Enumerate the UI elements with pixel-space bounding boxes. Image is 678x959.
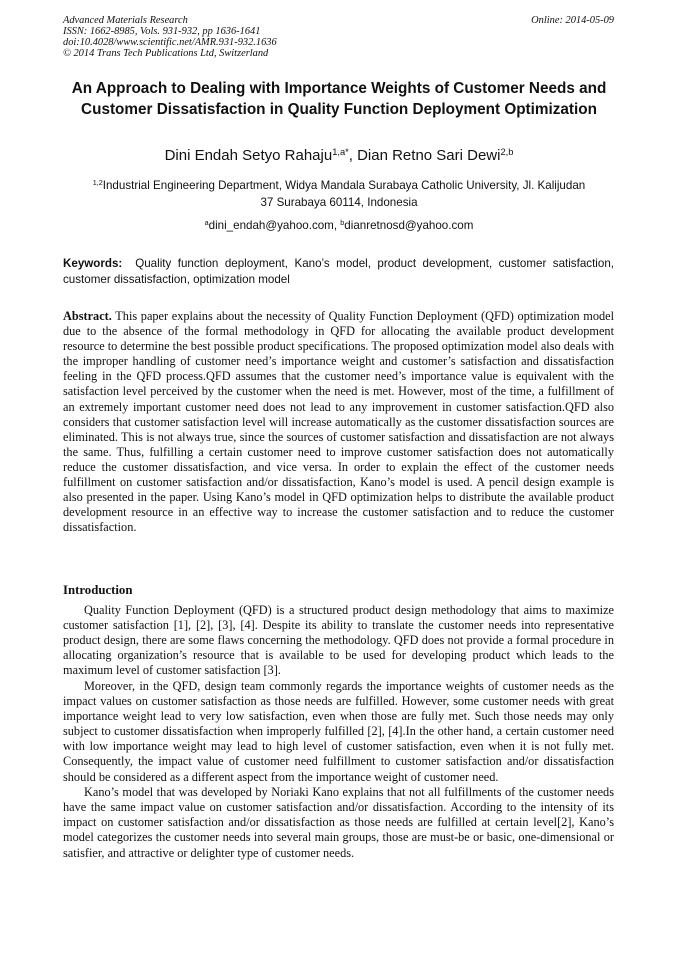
email-b-mark: b bbox=[340, 218, 345, 228]
affiliation bbox=[60, 177, 618, 211]
introduction-heading: Introduction bbox=[63, 583, 133, 597]
email-b[interactable]: dianretnosd@yahoo.com bbox=[344, 219, 474, 232]
abstract-label: Abstract. bbox=[63, 309, 112, 323]
author-2: Dian Retno Sari Dewi bbox=[357, 147, 501, 164]
journal-header bbox=[63, 15, 277, 59]
issn-line: ISSN: 1662-8985, Vols. 931-932, pp 1636-1641 bbox=[63, 26, 261, 37]
introduction-body bbox=[63, 603, 614, 861]
intro-paragraph-2: Moreover, in the QFD, design team commonly regards the importance weights of customer needs as the impact values on customer satisfaction as those needs are fulfilled. However, some customer needs with great importance weight lead to very low satisfaction, even when those are fully met. Such those needs may only subject to customer dissatisfaction when improperly fulfilled [2], [4].In the other hand, a certain customer need with low importance weight may lead to high level of customer satisfaction, even when it is not fully met. Consequently, the impact value of customer need fulfillment to customer satisfaction and/or dissatisfaction should be considered as a different aspect from the importance weight of customer need. bbox=[63, 678, 614, 784]
copyright-line: © 2014 Trans Tech Publications Ltd, Switzerland bbox=[63, 48, 269, 59]
doi-line: doi:10.4028/www.scientific.net/AMR.931-932.1636 bbox=[63, 37, 277, 48]
author-separator: , bbox=[348, 147, 358, 164]
journal-name: Advanced Materials Research bbox=[63, 15, 188, 26]
intro-paragraph-1: Quality Function Deployment (QFD) is a structured product design methodology that aims to maximize customer satisfaction [1], [2], [3], [4]. Despite its ability to translate the customer needs into representative product design, there are some flaws concerning the methodology. QFD does not provide a formal procedure in allocating organization’s resource that is available to be used for developing product which leads to the maximum level of customer satisfaction [3]. bbox=[63, 603, 614, 678]
email-separator: , bbox=[333, 219, 341, 232]
email-a-mark: a bbox=[204, 218, 209, 228]
keywords-label: Keywords: bbox=[63, 257, 123, 270]
email-a[interactable]: dini_endah@yahoo.com bbox=[208, 219, 334, 232]
email-line bbox=[60, 218, 618, 234]
abstract bbox=[63, 309, 614, 535]
affiliation-line-1: Industrial Engineering Department, Widya Mandala Surabaya Catholic University, Jl. Kalijudan bbox=[102, 179, 586, 192]
intro-paragraph-3: Kano’s model that was developed by Noriaki Kano explains that not all fulfillments of the customer needs have the same impact value on customer satisfaction and/or dissatisfaction. According to the intensity of its impact on customer satisfaction and/or dissatisfaction as those needs are fulfilled at certain level[2], Kano’s model categorizes the customer needs into several main groups, those are must-be or basic, one-dimensional or satisfier, and attractive or delighter type of customer needs. bbox=[63, 785, 614, 860]
keywords bbox=[63, 256, 614, 288]
author-2-affiliation-mark: 2,b bbox=[500, 146, 514, 157]
affiliation-mark: 1,2 bbox=[92, 178, 103, 188]
paper-title: An Approach to Dealing with Importance Weights of Customer Needs and Customer Dissatisfaction in Quality Function Deployment Optimization bbox=[71, 80, 607, 118]
author-line bbox=[60, 146, 618, 166]
author-1: Dini Endah Setyo Rahaju bbox=[164, 147, 333, 164]
keywords-text: Quality function deployment, Kano’s model, product development, customer satisfaction, customer dissatisfaction, optimization model bbox=[63, 257, 614, 286]
abstract-text: This paper explains about the necessity of Quality Function Deployment (QFD) optimization model due to the absence of the formal methodology in QFD for allocating the available product development resource to determine the best possible product specifications. The proposed optimization model also deals with the improper handling of customer need’s importance weight and customer’s satisfaction and dissatisfaction feeling in the QFD process.QFD assumes that the customer need’s importance value is equivalent with the satisfaction level perceived by the customer when the need is met. However, most of the time, a fulfillment of an extremely important customer need does not lead to any improvement in customer satisfaction.QFD also considers that customer satisfaction level will increase automatically as the customer dissatisfaction sources are eliminated. This is not always true, since the sources of customer satisfaction and dissatisfaction are not always the same. Thus, fulfilling a certain customer need to improve customer satisfaction does not automatically reduce the customer dissatisfaction, and vice versa. In order to explain the effect of the customer needs fulfillment on customer satisfaction and/or dissatisfaction, Kano’s model is used. A pencil design example is also presented in the paper. Using Kano’s model in QFD optimization helps to distribute the available product development resource in an effective way to increase the customer satisfaction and to reduce the customer dissatisfaction. bbox=[63, 309, 614, 535]
affiliation-line-2: 37 Surabaya 60114, Indonesia bbox=[260, 196, 418, 209]
online-date: Online: 2014-05-09 bbox=[531, 15, 614, 26]
author-1-affiliation-mark: 1,a* bbox=[332, 146, 349, 157]
